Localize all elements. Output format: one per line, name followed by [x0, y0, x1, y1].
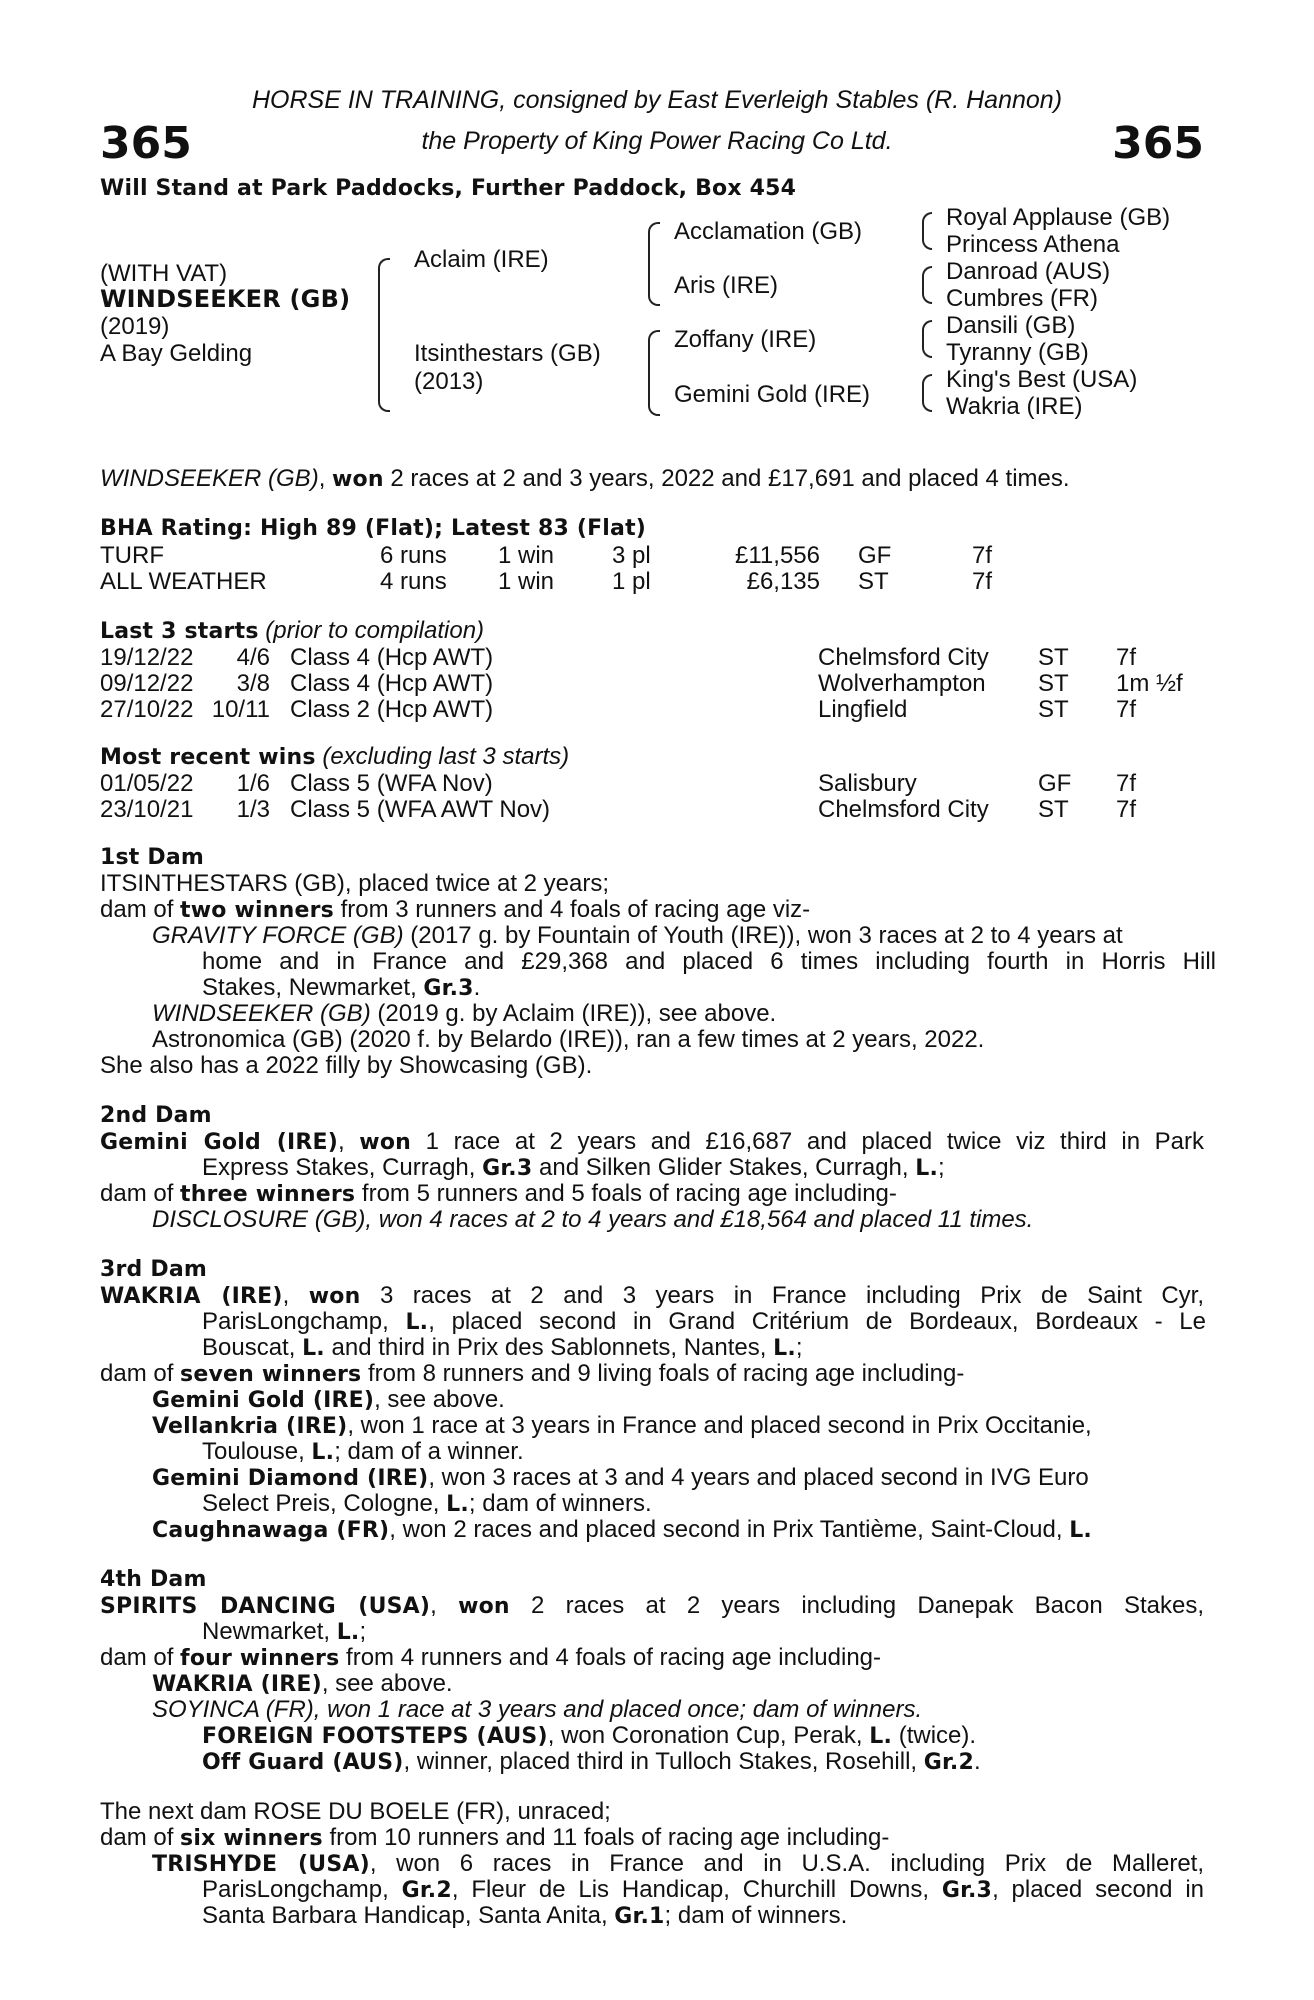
- header-consignor: HORSE IN TRAINING, consigned by East Everleigh Stables (R. Hannon): [251, 86, 1063, 114]
- dam-year: (2013): [414, 368, 484, 395]
- grade: L.: [773, 1336, 796, 1361]
- win-race: Class 5 (WFA AWT Nov): [290, 796, 551, 823]
- start-race: Class 2 (Hcp AWT): [290, 696, 494, 723]
- dam4-line: [100, 1593, 1204, 1620]
- text: .: [974, 1748, 981, 1775]
- text: dam of: [100, 896, 181, 923]
- won-label: won: [458, 1594, 510, 1619]
- dam3-line: [100, 1283, 1204, 1310]
- dam1-line: Astronomica (GB) (2020 f. by Belardo (IRE)), ran a few times at 2 years, 2022.: [152, 1026, 985, 1053]
- win-date: 23/10/21: [100, 796, 194, 823]
- dam-dam: Gemini Gold (IRE): [674, 381, 871, 408]
- text: Bouscat,: [202, 1334, 303, 1361]
- rating-wins: 1 win: [498, 542, 555, 569]
- text: dam of: [100, 1180, 181, 1207]
- dam3-line: [202, 1335, 803, 1362]
- dam1-line: home and in France and £29,368 and placed 6 times including fourth in Horris Hill: [202, 948, 1216, 975]
- dam3-line: [202, 1309, 1206, 1336]
- dam3-line: [152, 1413, 1092, 1440]
- dam3-line: [202, 1491, 652, 1518]
- rating-surface: ALL WEATHER: [100, 568, 267, 595]
- start-going: ST: [1038, 670, 1069, 697]
- dam4-line: [202, 1749, 981, 1776]
- progeny-name: FOREIGN FOOTSTEPS (AUS): [202, 1724, 548, 1749]
- sire-sire: Acclamation (GB): [674, 218, 863, 245]
- grade: Gr.1: [614, 1904, 665, 1929]
- rating-surface: TURF: [100, 542, 164, 569]
- grade: Gr.3: [423, 976, 474, 1001]
- last-starts-heading: [100, 618, 484, 645]
- dam: Itsinthestars (GB): [414, 340, 601, 367]
- dam2-heading: 2nd Dam: [100, 1103, 212, 1128]
- recent-wins-title: Most recent wins: [100, 745, 316, 770]
- lot-number-right: 365: [1112, 118, 1204, 169]
- next-dam-line: [202, 1903, 847, 1930]
- win-pos: 1/6: [236, 770, 270, 797]
- dam1-line: [152, 923, 1123, 949]
- start-dist: 7f: [1116, 696, 1137, 723]
- text: Select Preis, Cologne,: [202, 1490, 447, 1517]
- dam3-line: [152, 1465, 1089, 1492]
- bracket-g3: [922, 320, 932, 358]
- lot-number-left: 365: [100, 118, 192, 169]
- dam1-line: [202, 975, 480, 1002]
- text: (2019 g. by Aclaim (IRE)), see above.: [370, 1000, 777, 1027]
- bracket-sire: [648, 222, 660, 306]
- text: dam of: [100, 1644, 181, 1671]
- text: Express Stakes, Curragh,: [202, 1154, 483, 1181]
- start-course: Lingfield: [818, 696, 908, 723]
- text: ParisLongchamp,: [202, 1308, 406, 1335]
- start-date: 19/12/22: [100, 644, 194, 671]
- summary-won: won: [332, 467, 384, 492]
- text: , won 6 races in France and in U.S.A. including Prix de Malleret,: [369, 1850, 1205, 1877]
- progeny-name: Caughnawaga (FR): [152, 1518, 390, 1543]
- text: , placed second in: [992, 1876, 1204, 1903]
- text: 3 races at 2 and 3 years in France including Prix de Saint Cyr,: [360, 1282, 1205, 1309]
- win-date: 01/05/22: [100, 770, 194, 797]
- grade: Gr.2: [923, 1750, 975, 1775]
- gg-6: Tyranny (GB): [946, 339, 1089, 366]
- rating-runs: 6 runs: [380, 542, 447, 569]
- grade: L.: [1069, 1518, 1092, 1543]
- dam-name: Gemini Gold (IRE): [100, 1130, 338, 1155]
- text: ; dam of a winner.: [334, 1438, 524, 1465]
- text: ,: [282, 1282, 309, 1309]
- text: and third in Prix des Sablonnets, Nantes,: [324, 1334, 774, 1361]
- text: from 8 runners and 9 living foals of racing age including-: [361, 1360, 965, 1387]
- winners-count: seven winners: [180, 1362, 362, 1387]
- rating-dist: 7f: [972, 542, 993, 569]
- grade: L.: [302, 1336, 325, 1361]
- winners-count: six winners: [180, 1826, 323, 1851]
- grade: Gr.3: [482, 1156, 533, 1181]
- text: 1 race at 2 years and £16,687 and placed twice viz third in Park: [411, 1128, 1205, 1155]
- dam-sire: Zoffany (IRE): [674, 326, 817, 353]
- text: .: [473, 974, 481, 1001]
- winners-count: four winners: [180, 1646, 340, 1671]
- grade: L.: [336, 1620, 360, 1645]
- bracket-g1: [922, 212, 932, 250]
- dam3-line: [202, 1439, 524, 1466]
- bracket-g4: [922, 374, 932, 412]
- grade: L.: [446, 1492, 469, 1517]
- text: , see above.: [321, 1670, 453, 1697]
- rating-wins: 1 win: [498, 568, 555, 595]
- winners-count: three winners: [180, 1182, 356, 1207]
- text: , won 3 races at 3 and 4 years and placed second in IVG Euro: [428, 1464, 1089, 1491]
- text: Newmarket,: [202, 1618, 337, 1645]
- text: ,: [338, 1128, 360, 1155]
- gg-3: Danroad (AUS): [946, 258, 1111, 285]
- start-pos: 10/11: [211, 696, 270, 723]
- progeny-name: WAKRIA (IRE): [152, 1672, 322, 1697]
- dam4-heading: 4th Dam: [100, 1567, 207, 1592]
- progeny-name: Vellankria (IRE): [152, 1414, 348, 1439]
- text: , see above.: [374, 1386, 505, 1413]
- start-going: ST: [1038, 644, 1069, 671]
- start-pos: 4/6: [236, 644, 270, 671]
- text: , won Coronation Cup, Perak,: [547, 1722, 870, 1749]
- progeny-name: Off Guard (AUS): [202, 1750, 404, 1775]
- dam4-line: SOYINCA (FR), won 1 race at 3 years and placed once; dam of winners.: [152, 1696, 923, 1723]
- text: Toulouse,: [202, 1438, 312, 1465]
- bracket-g2: [922, 266, 932, 304]
- grade: L.: [869, 1724, 893, 1749]
- text: ; dam of winners.: [664, 1902, 848, 1929]
- progeny-name: Gemini Diamond (IRE): [152, 1466, 429, 1491]
- text: , winner, placed third in Tulloch Stakes, Rosehill,: [403, 1748, 924, 1775]
- gg-1: Royal Applause (GB): [946, 204, 1171, 231]
- gg-4: Cumbres (FR): [946, 285, 1099, 312]
- win-going: ST: [1038, 796, 1069, 823]
- text: , Fleur de Lis Handicap, Churchill Downs,: [451, 1876, 942, 1903]
- text: ;: [938, 1154, 945, 1181]
- text: (twice).: [892, 1722, 977, 1749]
- progeny-name: GRAVITY FORCE (GB): [152, 922, 404, 949]
- rating-going: ST: [858, 568, 889, 595]
- summary-text: 2 races at 2 and 3 years, 2022 and £17,691 and placed 4 times.: [390, 465, 1070, 492]
- start-course: Chelmsford City: [818, 644, 989, 671]
- header-property: the Property of King Power Racing Co Ltd.: [421, 127, 893, 155]
- progeny-name: TRISHYDE (USA): [152, 1852, 370, 1877]
- dam2-line: [100, 1129, 1204, 1156]
- rating-title: BHA Rating: High 89 (Flat); Latest 83 (Flat): [100, 516, 647, 541]
- text: from 3 runners and 4 foals of racing age viz-: [333, 896, 811, 923]
- dam1-line: ITSINTHESTARS (GB), placed twice at 2 years;: [100, 870, 610, 897]
- grade: L.: [915, 1156, 939, 1181]
- horse-name: WINDSEEKER (GB): [100, 285, 351, 313]
- dam-name: WAKRIA (IRE): [100, 1284, 283, 1309]
- dam1-heading: 1st Dam: [100, 845, 205, 870]
- start-going: ST: [1038, 696, 1069, 723]
- text: from 5 runners and 5 foals of racing age including-: [355, 1180, 897, 1207]
- rating-money: £6,135: [746, 568, 820, 595]
- text: ParisLongchamp,: [202, 1876, 402, 1903]
- recent-wins-subtitle: (excluding last 3 starts): [322, 743, 570, 770]
- dam2-line: [100, 1181, 897, 1208]
- start-course: Wolverhampton: [818, 670, 986, 697]
- gg-7: King's Best (USA): [946, 366, 1138, 393]
- win-course: Salisbury: [818, 770, 917, 797]
- rating-money: £11,556: [735, 542, 820, 569]
- recent-wins-heading: [100, 744, 569, 771]
- summary-name: WINDSEEKER (GB): [100, 465, 319, 492]
- horse-year: (2019): [100, 313, 170, 340]
- progeny-name: WINDSEEKER (GB): [152, 1000, 371, 1027]
- horse-description: A Bay Gelding: [100, 340, 253, 367]
- text: dam of: [100, 1360, 181, 1387]
- won-label: won: [308, 1284, 361, 1309]
- rating-placed: 1 pl: [612, 568, 651, 595]
- gg-8: Wakria (IRE): [946, 393, 1083, 420]
- bracket-gen1: [378, 258, 390, 412]
- dam2-line: [202, 1155, 945, 1182]
- start-dist: 1m ½f: [1116, 670, 1183, 697]
- gg-2: Princess Athena: [946, 231, 1120, 258]
- start-pos: 3/8: [236, 670, 270, 697]
- win-going: GF: [1038, 770, 1072, 797]
- race-summary: WINDSEEKER (GB), won 2 races at 2 and 3 years, 2022 and £17,691 and placed 4 times.: [100, 465, 1070, 492]
- text: , won 1 race at 3 years in France and placed second in Prix Occitanie,: [347, 1412, 1092, 1439]
- next-dam-line: [202, 1877, 1204, 1904]
- text: , won 2 races and placed second in Prix Tantième, Saint-Cloud,: [389, 1516, 1070, 1543]
- dam1-line: [152, 1001, 776, 1027]
- dam1-line: [100, 897, 810, 924]
- last-starts-subtitle: (prior to compilation): [265, 617, 485, 644]
- win-dist: 7f: [1116, 796, 1137, 823]
- won-label: won: [359, 1130, 411, 1155]
- next-dam-line: [100, 1825, 889, 1852]
- win-race: Class 5 (WFA Nov): [290, 770, 493, 797]
- horse-vat: (WITH VAT): [100, 260, 228, 287]
- grade: Gr.3: [941, 1878, 993, 1903]
- next-dam-line: [152, 1851, 1204, 1878]
- dam4-line: [202, 1619, 366, 1646]
- text: ,: [430, 1592, 459, 1619]
- last-starts-title: Last 3 starts: [100, 619, 259, 644]
- winners-count: two winners: [180, 898, 334, 923]
- dam-name: SPIRITS DANCING (USA): [100, 1594, 431, 1619]
- start-date: 27/10/22: [100, 696, 194, 723]
- win-dist: 7f: [1116, 770, 1137, 797]
- sire-dam: Aris (IRE): [674, 272, 778, 299]
- text: Stakes, Newmarket,: [202, 974, 424, 1001]
- dam3-line: [152, 1517, 1092, 1544]
- dam2-line: DISCLOSURE (GB), won 4 races at 2 to 4 years and £18,564 and placed 11 times.: [152, 1206, 1034, 1233]
- rating-going: GF: [858, 542, 892, 569]
- text: and Silken Glider Stakes, Curragh,: [532, 1154, 916, 1181]
- dam3-heading: 3rd Dam: [100, 1257, 207, 1282]
- rating-placed: 3 pl: [612, 542, 651, 569]
- text: ; dam of winners.: [468, 1490, 652, 1517]
- text: ;: [795, 1334, 803, 1361]
- text: ;: [359, 1618, 367, 1645]
- win-pos: 1/3: [236, 796, 270, 823]
- start-dist: 7f: [1116, 644, 1137, 671]
- progeny-name: Gemini Gold (IRE): [152, 1388, 375, 1413]
- grade: L.: [405, 1310, 429, 1335]
- dam4-line: [202, 1723, 976, 1750]
- dam3-line: [152, 1387, 505, 1414]
- grade: L.: [311, 1440, 335, 1465]
- text: from 4 runners and 4 foals of racing age including-: [339, 1644, 881, 1671]
- text: from 10 runners and 11 foals of racing age including-: [322, 1824, 890, 1851]
- grade: Gr.2: [401, 1878, 452, 1903]
- rating-dist: 7f: [972, 568, 993, 595]
- win-course: Chelmsford City: [818, 796, 989, 823]
- sire: Aclaim (IRE): [414, 246, 549, 273]
- start-race: Class 4 (Hcp AWT): [290, 644, 494, 671]
- dam4-line: [100, 1645, 881, 1672]
- text: (2017 g. by Fountain of Youth (IRE)), won 3 races at 2 to 4 years at: [403, 922, 1123, 949]
- text: , placed second in Grand Critérium de Bordeaux, Bordeaux - Le: [428, 1308, 1206, 1335]
- bracket-dam: [648, 330, 660, 416]
- stabling-location: Will Stand at Park Paddocks, Further Paddock, Box 454: [100, 176, 797, 201]
- dam3-line: [100, 1361, 964, 1388]
- next-dam-line: The next dam ROSE DU BOELE (FR), unraced;: [100, 1798, 611, 1825]
- start-race: Class 4 (Hcp AWT): [290, 670, 494, 697]
- dam4-line: [152, 1671, 453, 1698]
- gg-5: Dansili (GB): [946, 312, 1076, 339]
- text: Santa Barbara Handicap, Santa Anita,: [202, 1902, 615, 1929]
- text: 2 races at 2 years including Danepak Bacon Stakes,: [509, 1592, 1204, 1619]
- dam1-line: She also has a 2022 filly by Showcasing (GB).: [100, 1052, 593, 1079]
- rating-runs: 4 runs: [380, 568, 447, 595]
- start-date: 09/12/22: [100, 670, 194, 697]
- text: dam of: [100, 1824, 181, 1851]
